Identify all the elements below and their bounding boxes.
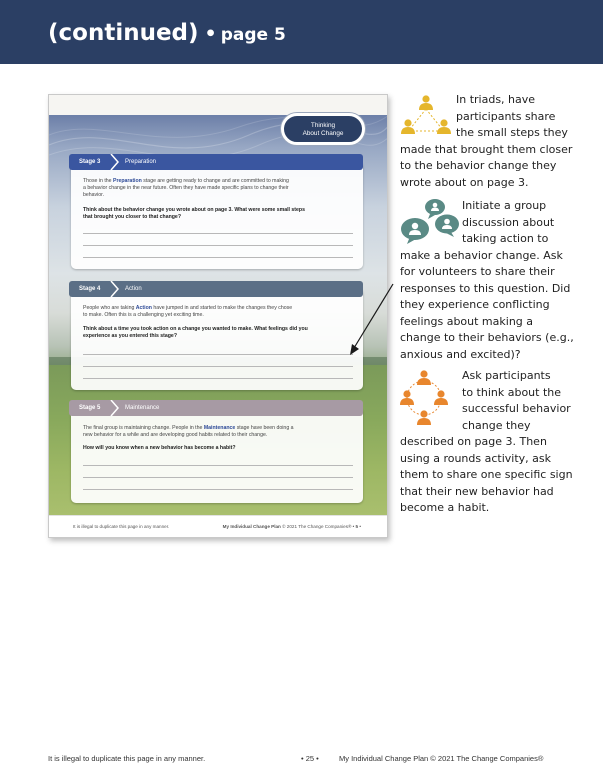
page-title (48, 20, 286, 46)
stage-3-card (71, 161, 363, 269)
footer-publication: My Individual Change Plan © 2021 The Change Companies® (339, 754, 544, 763)
thumbnail-footer (49, 515, 387, 538)
stage-5-tab (69, 400, 363, 416)
stage-number: Stage 3 (79, 159, 101, 165)
stage-number: Stage 5 (79, 405, 101, 411)
facilitator-note-discussion: Initiate a group discussion about taking action to make a behavior change. Ask for volunteers to share their responses to this question. Did they experience conflicting feelings about making a change to their behaviors (e.g., anxious and excited)? (400, 199, 574, 361)
writing-line (83, 465, 353, 466)
thumbnail-footer-right: My Individual Change Plan © 2021 The Change Companies® • 5 • (222, 524, 361, 529)
thumbnail-footer-left: It is illegal to duplicate this page in any manner. (73, 524, 170, 529)
facilitator-note-triads: In triads, have participants share the small steps they made that brought them closer to the behavior change they wrote about on page 3. (400, 93, 573, 189)
writing-line (83, 245, 353, 246)
footer-page-number: • 25 • (301, 754, 319, 763)
chevron-right-icon (109, 154, 121, 170)
badge-line-2: About Change (302, 130, 344, 137)
stage-5-question: How will you know when a new behavior has become a habit? (83, 445, 236, 451)
stage-4-card (71, 288, 363, 390)
footer-copyright-notice: It is illegal to duplicate this page in any manner. (48, 754, 206, 763)
writing-line (83, 489, 353, 490)
facilitator-note-rounds: Ask participants to think about the successful behavior change they described on page 3. Then using a rounds activity, ask them to share one specific sign that their new behavior had become a habit. (400, 369, 573, 514)
title-main: (continued) (48, 20, 199, 46)
stage-3-body: Those in the Preparation stage are getting ready to change and are committed to making a behavior change in the near future. Often they have made specific plans to change their behavior. (83, 178, 289, 199)
stage-4-question: Think about a time you took action on a change you wanted to make. What feelings did you experience as you entered this stage? (83, 326, 308, 340)
stage-name: Maintenance (125, 405, 160, 411)
chevron-right-icon (109, 400, 121, 416)
writing-line (83, 477, 353, 478)
writing-line (83, 233, 353, 234)
thumbnail-top-strip (49, 95, 387, 115)
chevron-right-icon (109, 281, 121, 297)
title-page: page 5 (220, 25, 286, 45)
thinking-about-change-badge (281, 113, 365, 145)
writing-line (83, 257, 353, 258)
stage-4-tab (69, 281, 363, 297)
writing-line (83, 378, 353, 379)
stage-number: Stage 4 (79, 286, 101, 292)
writing-line (83, 366, 353, 367)
workbook-page-thumbnail (48, 94, 388, 538)
writing-line (83, 354, 353, 355)
stage-3-question: Think about the behavior change you wrote about on page 3. What were some small steps that brought you closer to that change? (83, 207, 305, 221)
pointer-arrow (340, 280, 400, 360)
stage-4-body: People who are taking Action have jumped in and started to make the changes they chose to make. Often this is a challenging yet exciting time. (83, 305, 293, 319)
stage-name: Preparation (125, 159, 157, 165)
badge-line-1: Thinking (310, 122, 336, 129)
stage-3-tab (69, 154, 363, 170)
stage-name: Action (125, 286, 142, 292)
title-separator: • (204, 23, 217, 45)
stage-5-card (71, 407, 363, 503)
stage-5-body: The final group is maintaining change. People in the Maintenance stage have been doing a new behavior for a while and are developing good habits related to their change. (83, 425, 294, 439)
